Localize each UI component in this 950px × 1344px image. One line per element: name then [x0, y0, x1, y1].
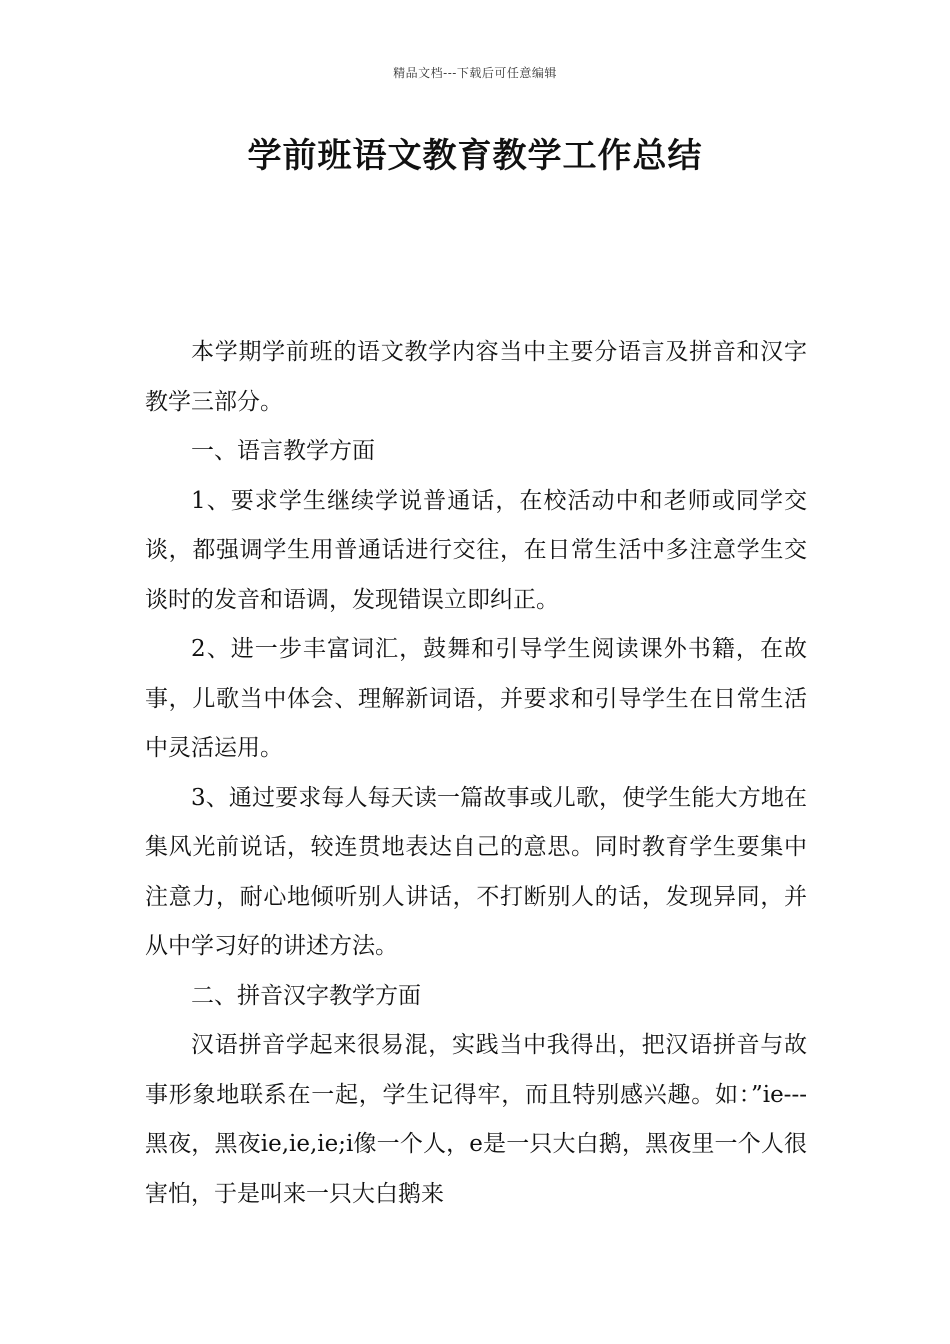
paragraph-item-1: 1、要求学生继续学说普通话，在校活动中和老师或同学交谈，都强调学生用普通话进行交往，在日常生活中多注意学生交谈时的发音和语调，发现错误立即纠正。: [145, 487, 807, 613]
pinyin-paragraph: 汉语拼音学起来很易混，实践当中我得出，把汉语拼音与故事形象地联系在一起，学生记得牢，而且特别感兴趣。如：”ie---黑夜，黑夜ie,ie,ie;i像一个人，e是一只大白鹅，黑夜里一个人很害怕，于是叫来一只大白鹅来: [145, 1032, 807, 1207]
document-title: 学前班语文教育教学工作总结: [247, 136, 703, 176]
paragraph-item-3: 3、通过要求每人每天读一篇故事或儿歌，使学生能大方地在集风光前说话，较连贯地表达自己的意思。同时教育学生要集中注意力，耐心地倾听别人讲话，不打断别人的话，发现异同，并从中学习好的讲述方法。: [145, 784, 807, 959]
intro-paragraph: 本学期学前班的语文教学内容当中主要分语言及拼音和汉字教学三部分。: [145, 339, 807, 415]
section-heading-pinyin: 二、拼音汉字教学方面: [191, 982, 421, 1009]
document-body: [145, 328, 807, 1219]
paragraph-item-2: 2、进一步丰富词汇，鼓舞和引导学生阅读课外书籍，在故事，儿歌当中体会、理解新词语，并要求和引导学生在日常生活中灵活运用。: [145, 636, 807, 761]
page-header-note: 精品文档---下载后可任意编辑: [393, 66, 557, 80]
section-heading-language: 一、语言教学方面: [191, 438, 375, 464]
